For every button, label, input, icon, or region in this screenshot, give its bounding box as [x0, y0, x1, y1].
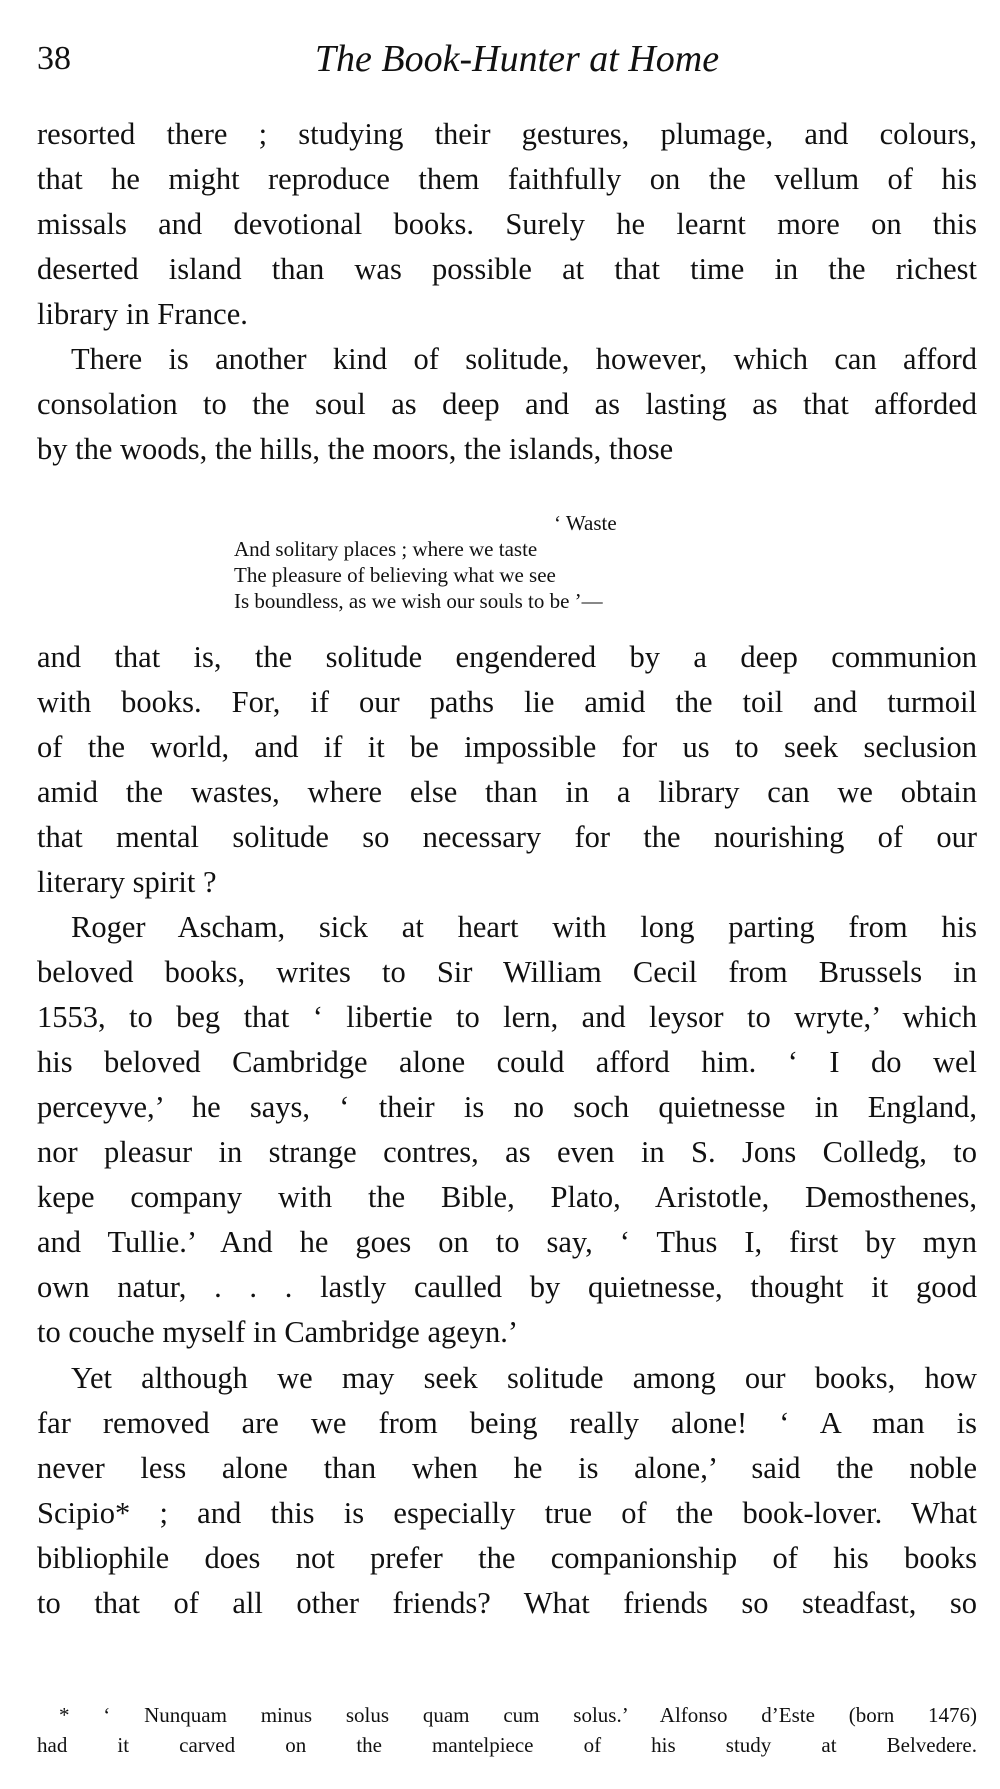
text-line: Scipio* ; and this is especially true of the book-lover. What	[37, 1496, 977, 1530]
paragraph-3	[37, 635, 977, 905]
paragraph-4	[37, 905, 977, 1355]
text-line: of the world, and if it be impossible for us to seek seclusion	[37, 730, 977, 764]
text-line: by the woods, the hills, the moors, the islands, those	[37, 432, 674, 466]
text-line: own natur, . . . lastly caulled by quietnesse, thought it good	[37, 1270, 977, 1304]
footnote	[37, 1700, 977, 1760]
text-line: Yet although we may seek solitude among our books, how	[71, 1361, 977, 1395]
verse-line: Is boundless, as we wish our souls to be ’—	[234, 589, 603, 613]
text-line: to that of all other friends? What friends so steadfast, so	[37, 1586, 977, 1620]
text-line: bibliophile does not prefer the companionship of his books	[37, 1541, 977, 1575]
text-line: his beloved Cambridge alone could afford him. ‘ I do wel	[37, 1045, 977, 1079]
running-title: The Book-Hunter at Home	[314, 38, 720, 80]
verse-line: And solitary places ; where we taste	[234, 537, 538, 561]
text-line: beloved books, writes to Sir William Cecil from Brussels in	[37, 955, 977, 989]
text-line: library in France.	[37, 297, 248, 331]
footnote-line: had it carved on the mantelpiece of his study at Belvedere.	[37, 1733, 977, 1757]
text-line: There is another kind of solitude, however, which can afford	[71, 342, 977, 376]
text-line: and that is, the solitude engendered by a deep communion	[37, 640, 977, 674]
page-number: 38	[37, 40, 71, 77]
text-line: with books. For, if our paths lie amid the toil and turmoil	[37, 685, 977, 719]
text-line: and Tullie.’ And he goes on to say, ‘ Thus I, first by myn	[37, 1225, 977, 1259]
text-line: 1553, to beg that ‘ libertie to lern, and leysor to wryte,’ which	[37, 1000, 977, 1034]
text-line: consolation to the soul as deep and as lasting as that afforded	[37, 387, 977, 421]
paragraph-1	[37, 112, 977, 337]
text-line: that he might reproduce them faithfully on the vellum of his	[37, 162, 977, 196]
text-line: to couche myself in Cambridge ageyn.’	[37, 1315, 519, 1349]
verse-line: ‘ Waste	[554, 511, 617, 535]
text-line: that mental solitude so necessary for the nourishing of our	[37, 820, 977, 854]
text-line: perceyve,’ he says, ‘ their is no soch quietnesse in England,	[37, 1090, 977, 1124]
text-line: resorted there ; studying their gestures, plumage, and colours,	[37, 117, 977, 151]
text-line: never less alone than when he is alone,’ said the noble	[37, 1451, 977, 1485]
text-line: far removed are we from being really alone! ‘ A man is	[37, 1406, 977, 1440]
paragraph-2	[37, 337, 977, 472]
text-line: Roger Ascham, sick at heart with long parting from his	[71, 910, 977, 944]
text-line: deserted island than was possible at that time in the richest	[37, 252, 977, 286]
verse-quotation	[234, 510, 794, 614]
footnote-line: * ‘ Nunquam minus solus quam cum solus.’ Alfonso d’Este (born 1476)	[59, 1703, 977, 1727]
text-line: literary spirit ?	[37, 865, 217, 899]
text-line: amid the wastes, where else than in a library can we obtain	[37, 775, 977, 809]
paragraph-5	[37, 1356, 977, 1626]
text-line: missals and devotional books. Surely he learnt more on this	[37, 207, 977, 241]
verse-line: The pleasure of believing what we see	[234, 563, 556, 587]
page-header	[37, 34, 977, 84]
text-line: nor pleasur in strange contres, as even in S. Jons Colledg, to	[37, 1135, 977, 1169]
text-line: kepe company with the Bible, Plato, Aristotle, Demosthenes,	[37, 1180, 977, 1214]
